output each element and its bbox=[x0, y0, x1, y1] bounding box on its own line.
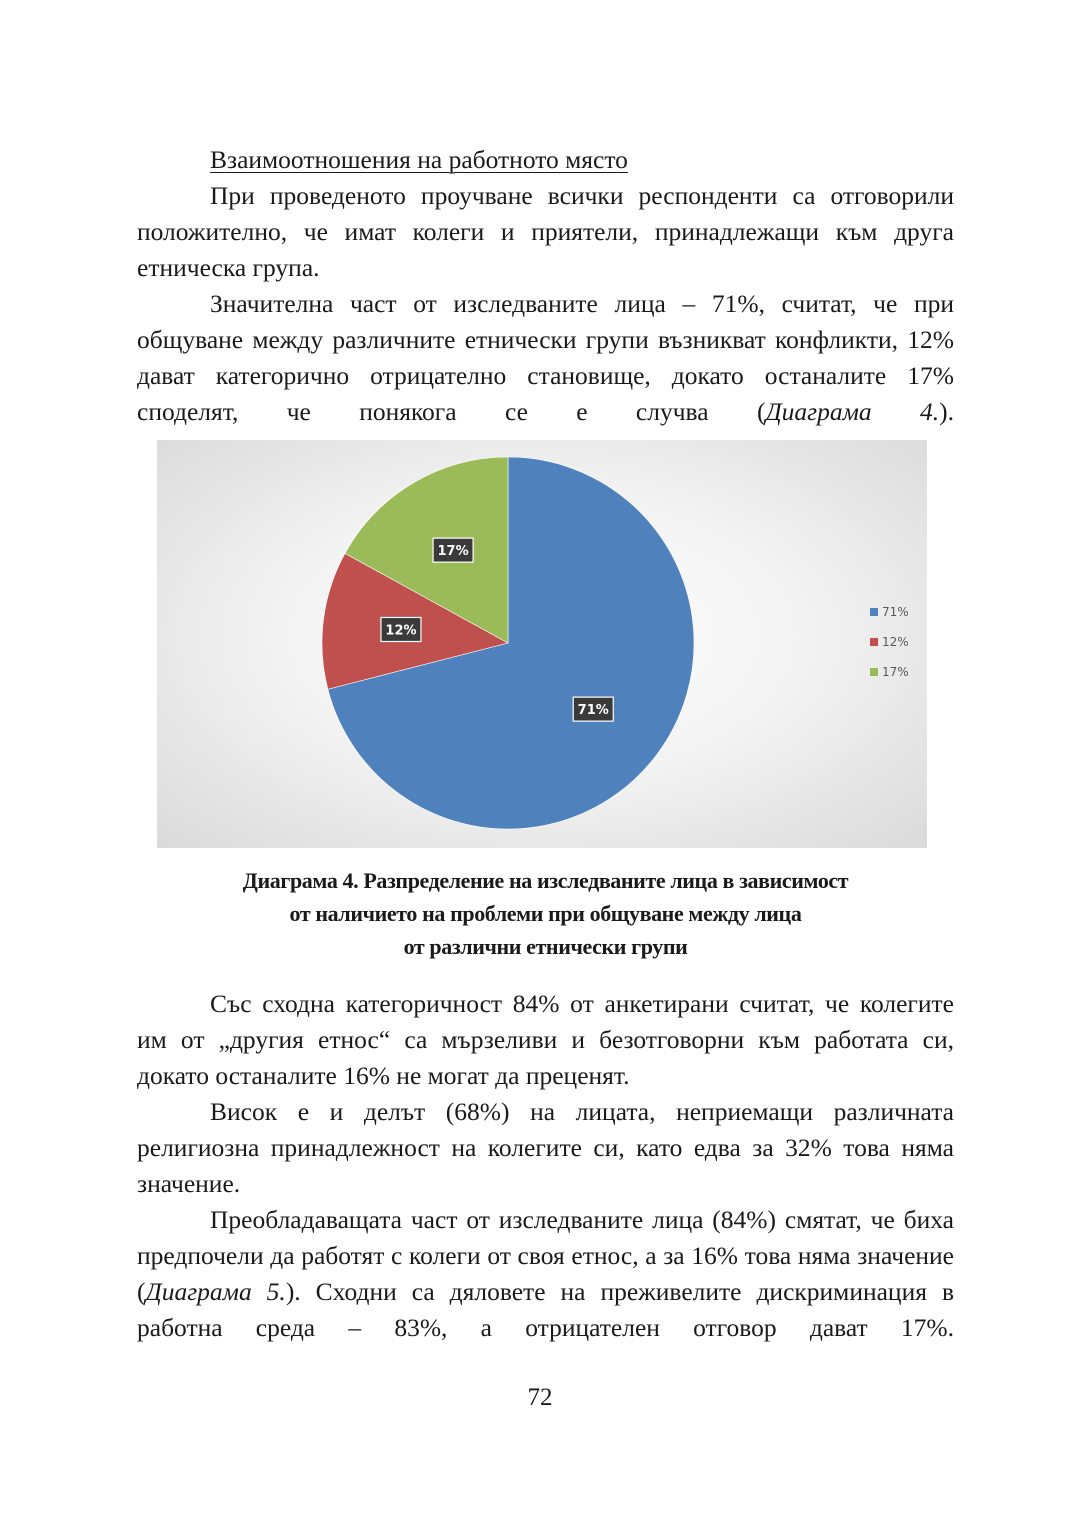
svg-text:71%: 71% bbox=[882, 605, 909, 619]
pie-chart-svg bbox=[157, 440, 927, 848]
caption-line-1: Диаграма 4. Разпределение на изследваните лица в зависимост bbox=[242, 868, 849, 893]
svg-text:12%: 12% bbox=[385, 623, 417, 639]
svg-text:17%: 17% bbox=[437, 544, 469, 560]
figure-caption bbox=[137, 864, 954, 963]
caption-line-3: от различни етнически групи bbox=[403, 934, 688, 959]
data-label-12 bbox=[381, 617, 421, 641]
page-top-text bbox=[137, 142, 954, 430]
paragraph-4: Висок е и делът (68%) на лицата, неприемащи различната религиозна принадлежност на колегите си, като едва за 32% това няма значение. bbox=[137, 1097, 954, 1198]
svg-text:71%: 71% bbox=[577, 703, 609, 719]
paragraph-3: Със сходна категоричност 84% от анкетирани считат, че колегите им от „другия етнос“ са мързеливи и безотговорни към работата си, докато останалите 16% не могат да преценят. bbox=[137, 989, 954, 1090]
pie-chart bbox=[157, 440, 927, 848]
paragraph-2: Значителна част от изследваните лица – 71%, считат, че при общуване между различните етнически групи възникват конфликти, 12% дават категорично отрицателно становище, докато останалите 17% споделят, че понякога се е случва (Диаграма 4.). bbox=[137, 289, 954, 426]
page-number: 72 bbox=[527, 1384, 553, 1411]
legend-item-71 bbox=[870, 605, 909, 619]
legend-item-17 bbox=[870, 665, 909, 679]
paragraph-1: При проведеното проучване всички респонденти са отговорили положително, че имат колеги и приятели, принадлежащи към друга етническа група. bbox=[137, 181, 954, 282]
caption-line-2: от наличието на проблеми при общуване между лица bbox=[289, 901, 802, 926]
diagram-5-reference: Диаграма 5. bbox=[145, 1277, 286, 1306]
legend-item-12 bbox=[870, 635, 909, 649]
data-label-17 bbox=[433, 538, 473, 562]
page-bottom-text bbox=[137, 986, 954, 1346]
svg-text:12%: 12% bbox=[882, 635, 909, 649]
section-heading: Взаимоотношения на работното място bbox=[210, 145, 628, 174]
paragraph-5: Преобладаващата част от изследваните лица (84%) смятат, че биха предпочели да работят с колеги от своя етнос, а за 16% това няма значение (Диаграма 5.). Сходни са дяловете на преживелите дискриминация в работна среда – 83%, а отрицателен отговор дават 17%. bbox=[137, 1205, 954, 1342]
data-label-71 bbox=[573, 697, 613, 721]
diagram-4-reference: Диаграма 4. bbox=[765, 397, 940, 426]
svg-text:17%: 17% bbox=[882, 665, 909, 679]
